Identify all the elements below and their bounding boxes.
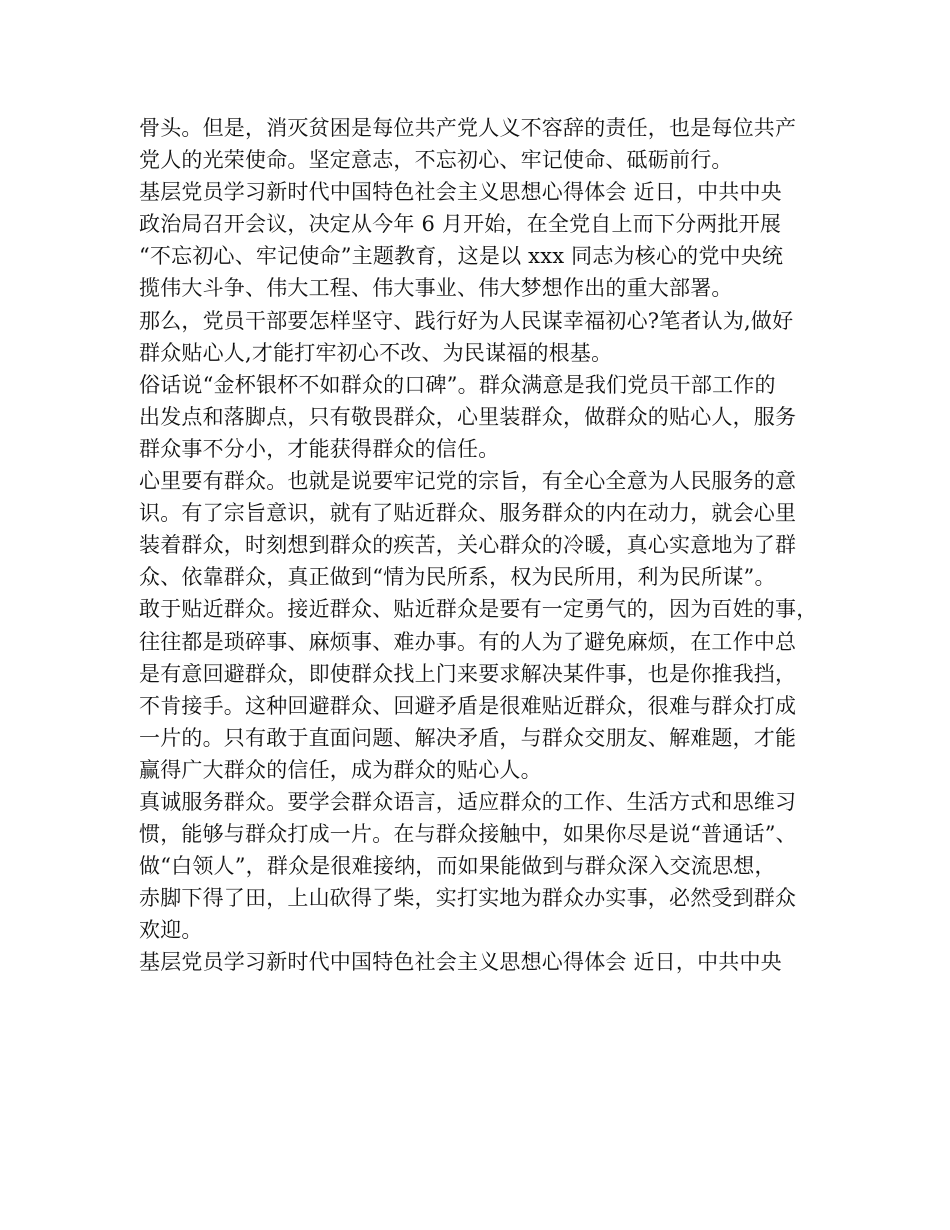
text-line: 群众事不分小，才能获得群众的信任。 xyxy=(139,436,500,461)
text-line: 一片的。只有敢于直面问题、解决矛盾，与群众交朋友、解难题，才能 xyxy=(139,725,797,750)
text-line: 群众贴心人,才能打牢初心不改、为民谋福的根基。 xyxy=(139,340,613,365)
text-line: 赤脚下得了田，上山砍得了柴，实打实地为群众办实事，必然受到群众 xyxy=(139,886,797,911)
text-line: 做“白领人”，群众是很难接纳，而如果能做到与群众深入交流思想， xyxy=(139,854,776,879)
text-line: 基层党员学习新时代中国特色社会主义思想心得体会 近日，中共中央 xyxy=(139,180,782,205)
text-line: 骨头。但是，消灭贫困是每位共产党人义不容辞的责任，也是每位共产 xyxy=(139,116,797,140)
text-line: 党人的光荣使命。坚定意志，不忘初心、牢记使命、砥砺前行。 xyxy=(139,148,733,173)
text-line: 那么，党员干部要怎样坚守、践行好为人民谋幸福初心?笔者认为,做好 xyxy=(139,308,794,333)
text-line: 不肯接手。这种回避群众、回避矛盾是很难贴近群众，很难与群众打成 xyxy=(139,693,797,718)
text-line: “不忘初心、牢记使命”主题教育，这是以 xxx 同志为核心的党中央统 xyxy=(139,244,784,269)
text-line: 识。有了宗旨意识，就有了贴近群众、服务群众的内在动力，就会心里 xyxy=(139,501,797,526)
text-line: 出发点和落脚点，只有敬畏群众，心里装群众，做群众的贴心人，服务 xyxy=(139,404,797,429)
text-line: 是有意回避群众，即使群众找上门来要求解决某件事，也是你推我挡， xyxy=(139,661,797,686)
text-line: 装着群众，时刻想到群众的疾苦，关心群众的冷暖，真心实意地为了群 xyxy=(139,533,797,558)
text-line: 欢迎。 xyxy=(139,918,203,943)
document-body xyxy=(139,112,829,979)
text-line: 往往都是琐碎事、麻烦事、难办事。有的人为了避免麻烦，在工作中总 xyxy=(139,629,797,654)
text-line: 赢得广大群众的信任，成为群众的贴心人。 xyxy=(139,757,542,782)
text-line: 真诚服务群众。要学会群众语言，适应群众的工作、生活方式和思维习 xyxy=(139,789,797,814)
text-line: 俗话说“金杯银杯不如群众的口碑”。群众满意是我们党员干部工作的 xyxy=(139,372,776,397)
text-line: 惯，能够与群众打成一片。在与群众接触中，如果你尽是说“普通话”、 xyxy=(139,822,797,847)
text-line: 心里要有群众。也就是说要牢记党的宗旨，有全心全意为人民服务的意 xyxy=(139,469,797,494)
text-line: 敢于贴近群众。接近群众、贴近群众是要有一定勇气的，因为百姓的事， xyxy=(139,597,818,622)
text-line: 政治局召开会议，决定从今年 6 月开始，在全党自上而下分两批开展 xyxy=(139,212,782,237)
text-line: 基层党员学习新时代中国特色社会主义思想心得体会 近日，中共中央 xyxy=(139,950,782,975)
text-line: 众、依靠群众，真正做到“情为民所系，权为民所用，利为民所谋”。 xyxy=(139,565,776,590)
text-line: 揽伟大斗争、伟大工程、伟大事业、伟大梦想作出的重大部署。 xyxy=(139,276,733,301)
